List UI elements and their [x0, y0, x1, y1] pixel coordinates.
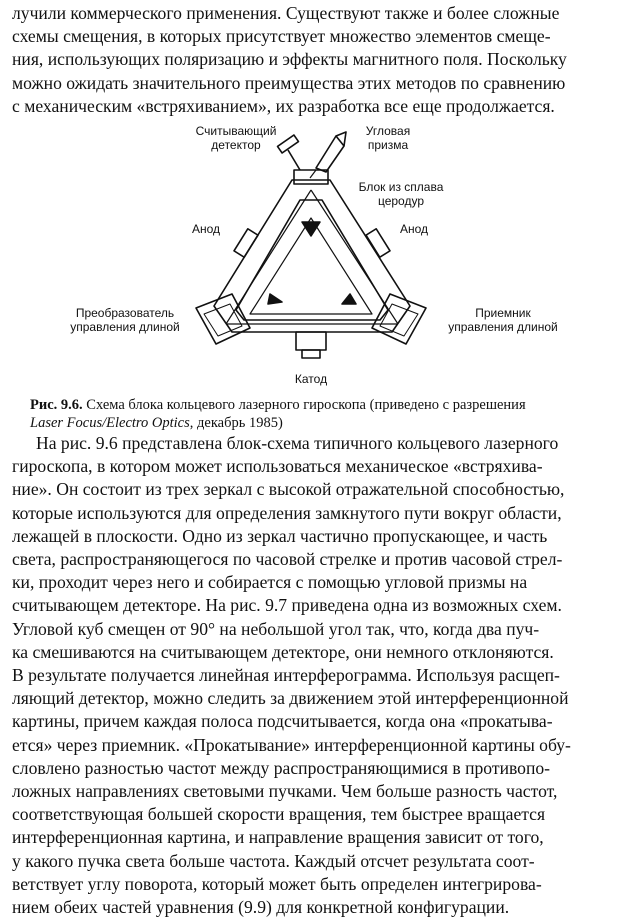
label-line: Считывающий: [195, 124, 277, 138]
caption-text: Схема блока кольцевого лазерного гироскопа (приведено с разрешения: [86, 397, 526, 413]
caption-line: [30, 396, 602, 414]
text-line: лежащей в плоскости. Одно из зеркал частично пропускающее, и часть: [12, 525, 548, 546]
label-anode-right: Анод: [400, 222, 429, 236]
text-line: схемы смещения, в которых присутствует множество элементов смеще-: [12, 26, 551, 47]
text-line: гироскопа, в котором может использоваться механическое «встряхива-: [12, 456, 543, 477]
figure-caption: [30, 396, 602, 432]
text-line: у какого пучка света больше частота. Каждый отсчет результата соот-: [12, 850, 535, 871]
label-line: призма: [367, 138, 409, 152]
inner-frame: [236, 200, 388, 320]
text-line: картины, причем каждая полоса подсчитывается, когда она «прокатыва-: [12, 711, 553, 732]
label-receiver: [438, 306, 568, 334]
label-reading-detector: [186, 124, 286, 152]
text-line: нием обеих частей уравнения (9.9) для конкретной конфигурации.: [12, 897, 510, 918]
text-line: ложных направлениях световыми пучками. Чем больше разность частот,: [12, 781, 558, 802]
text-line: ние». Он состоит из трех зеркал с высокой отражательной способностью,: [12, 479, 565, 500]
label-corner-prism: [348, 124, 428, 152]
label-line: Угловая: [365, 124, 411, 138]
caption-source: Laser Focus/Electro Optics: [30, 415, 190, 431]
text-line: лучили коммерческого применения. Существуют также и более сложные: [12, 3, 560, 23]
label-line: детектор: [211, 138, 261, 152]
text-line: света, распространяющегося по часовой стрелке и против часовой стрел-: [12, 549, 563, 570]
text-line: ется» через приемник. «Прокатывание» интерференционной картины обу-: [12, 734, 571, 755]
caption-number: Рис. 9.6.: [30, 397, 83, 413]
text-line: которые используются для определения замкнутого пути вокруг области,: [12, 502, 562, 523]
text-line: ния, использующих поляризацию и эффекты магнитного поля. Поскольку: [12, 49, 567, 70]
text-line: можно ожидать значительного преимущества этих методов по сравнению: [12, 72, 566, 93]
text-line: На рис. 9.6 представлена блок-схема типичного кольцевого лазерного: [36, 433, 559, 453]
text-line: считывающем детекторе. На рис. 9.7 приведена одна из возможных схем.: [12, 595, 562, 616]
caption-date: , декабрь 1985): [189, 415, 283, 431]
text-line: В результате получается линейная интерферограмма. Используя расщеп-: [12, 665, 560, 686]
label-anode-left: Анод: [192, 222, 221, 236]
text-line: с механическим «встряхиванием», их разработка все еще продолжается.: [12, 95, 555, 116]
gyro-diagram: [0, 118, 623, 398]
text-line: Угловой куб смещен от 90° на небольшой угол так, что, когда два пуч-: [12, 618, 540, 639]
label-line: Блок из сплава: [358, 180, 444, 194]
label-line: Преобразователь: [75, 306, 175, 320]
ring-laser-gyro-figure: [0, 118, 623, 398]
label-line: церодур: [377, 194, 425, 208]
text-line: ветствует углу поворота, который может быть определен интегрирова-: [12, 873, 542, 894]
label-line: управления длиной: [448, 320, 558, 334]
text-line: ки, проходит через него и собирается с помощью угловой призмы на: [12, 572, 528, 593]
label-cathode: Катод: [294, 372, 328, 386]
label-line: управления длиной: [70, 320, 180, 334]
text-line: ляющий детектор, можно следить за движением этой интерференционной: [12, 688, 569, 709]
text-line: ка смешиваются на считывающем детекторе, они немного отклоняются.: [12, 641, 554, 662]
corner-prism-shape: [316, 136, 344, 172]
cathode-block: [296, 332, 326, 350]
text-line: интерференционная картина, и направление вращения зависит от того,: [12, 827, 544, 848]
text-line: словлено разностью частот между распространяющимися в противопо-: [12, 757, 551, 778]
text-line: соответствующая большей скорости вращения, тем быстрее вращается: [12, 804, 546, 825]
label-line: Приемник: [475, 306, 531, 320]
main-paragraph: [12, 432, 612, 919]
label-block: [346, 180, 456, 208]
caption-line: [30, 414, 602, 432]
top-paragraph: [12, 2, 612, 118]
label-length-converter: [60, 306, 190, 334]
anode-left-block: [234, 229, 258, 257]
